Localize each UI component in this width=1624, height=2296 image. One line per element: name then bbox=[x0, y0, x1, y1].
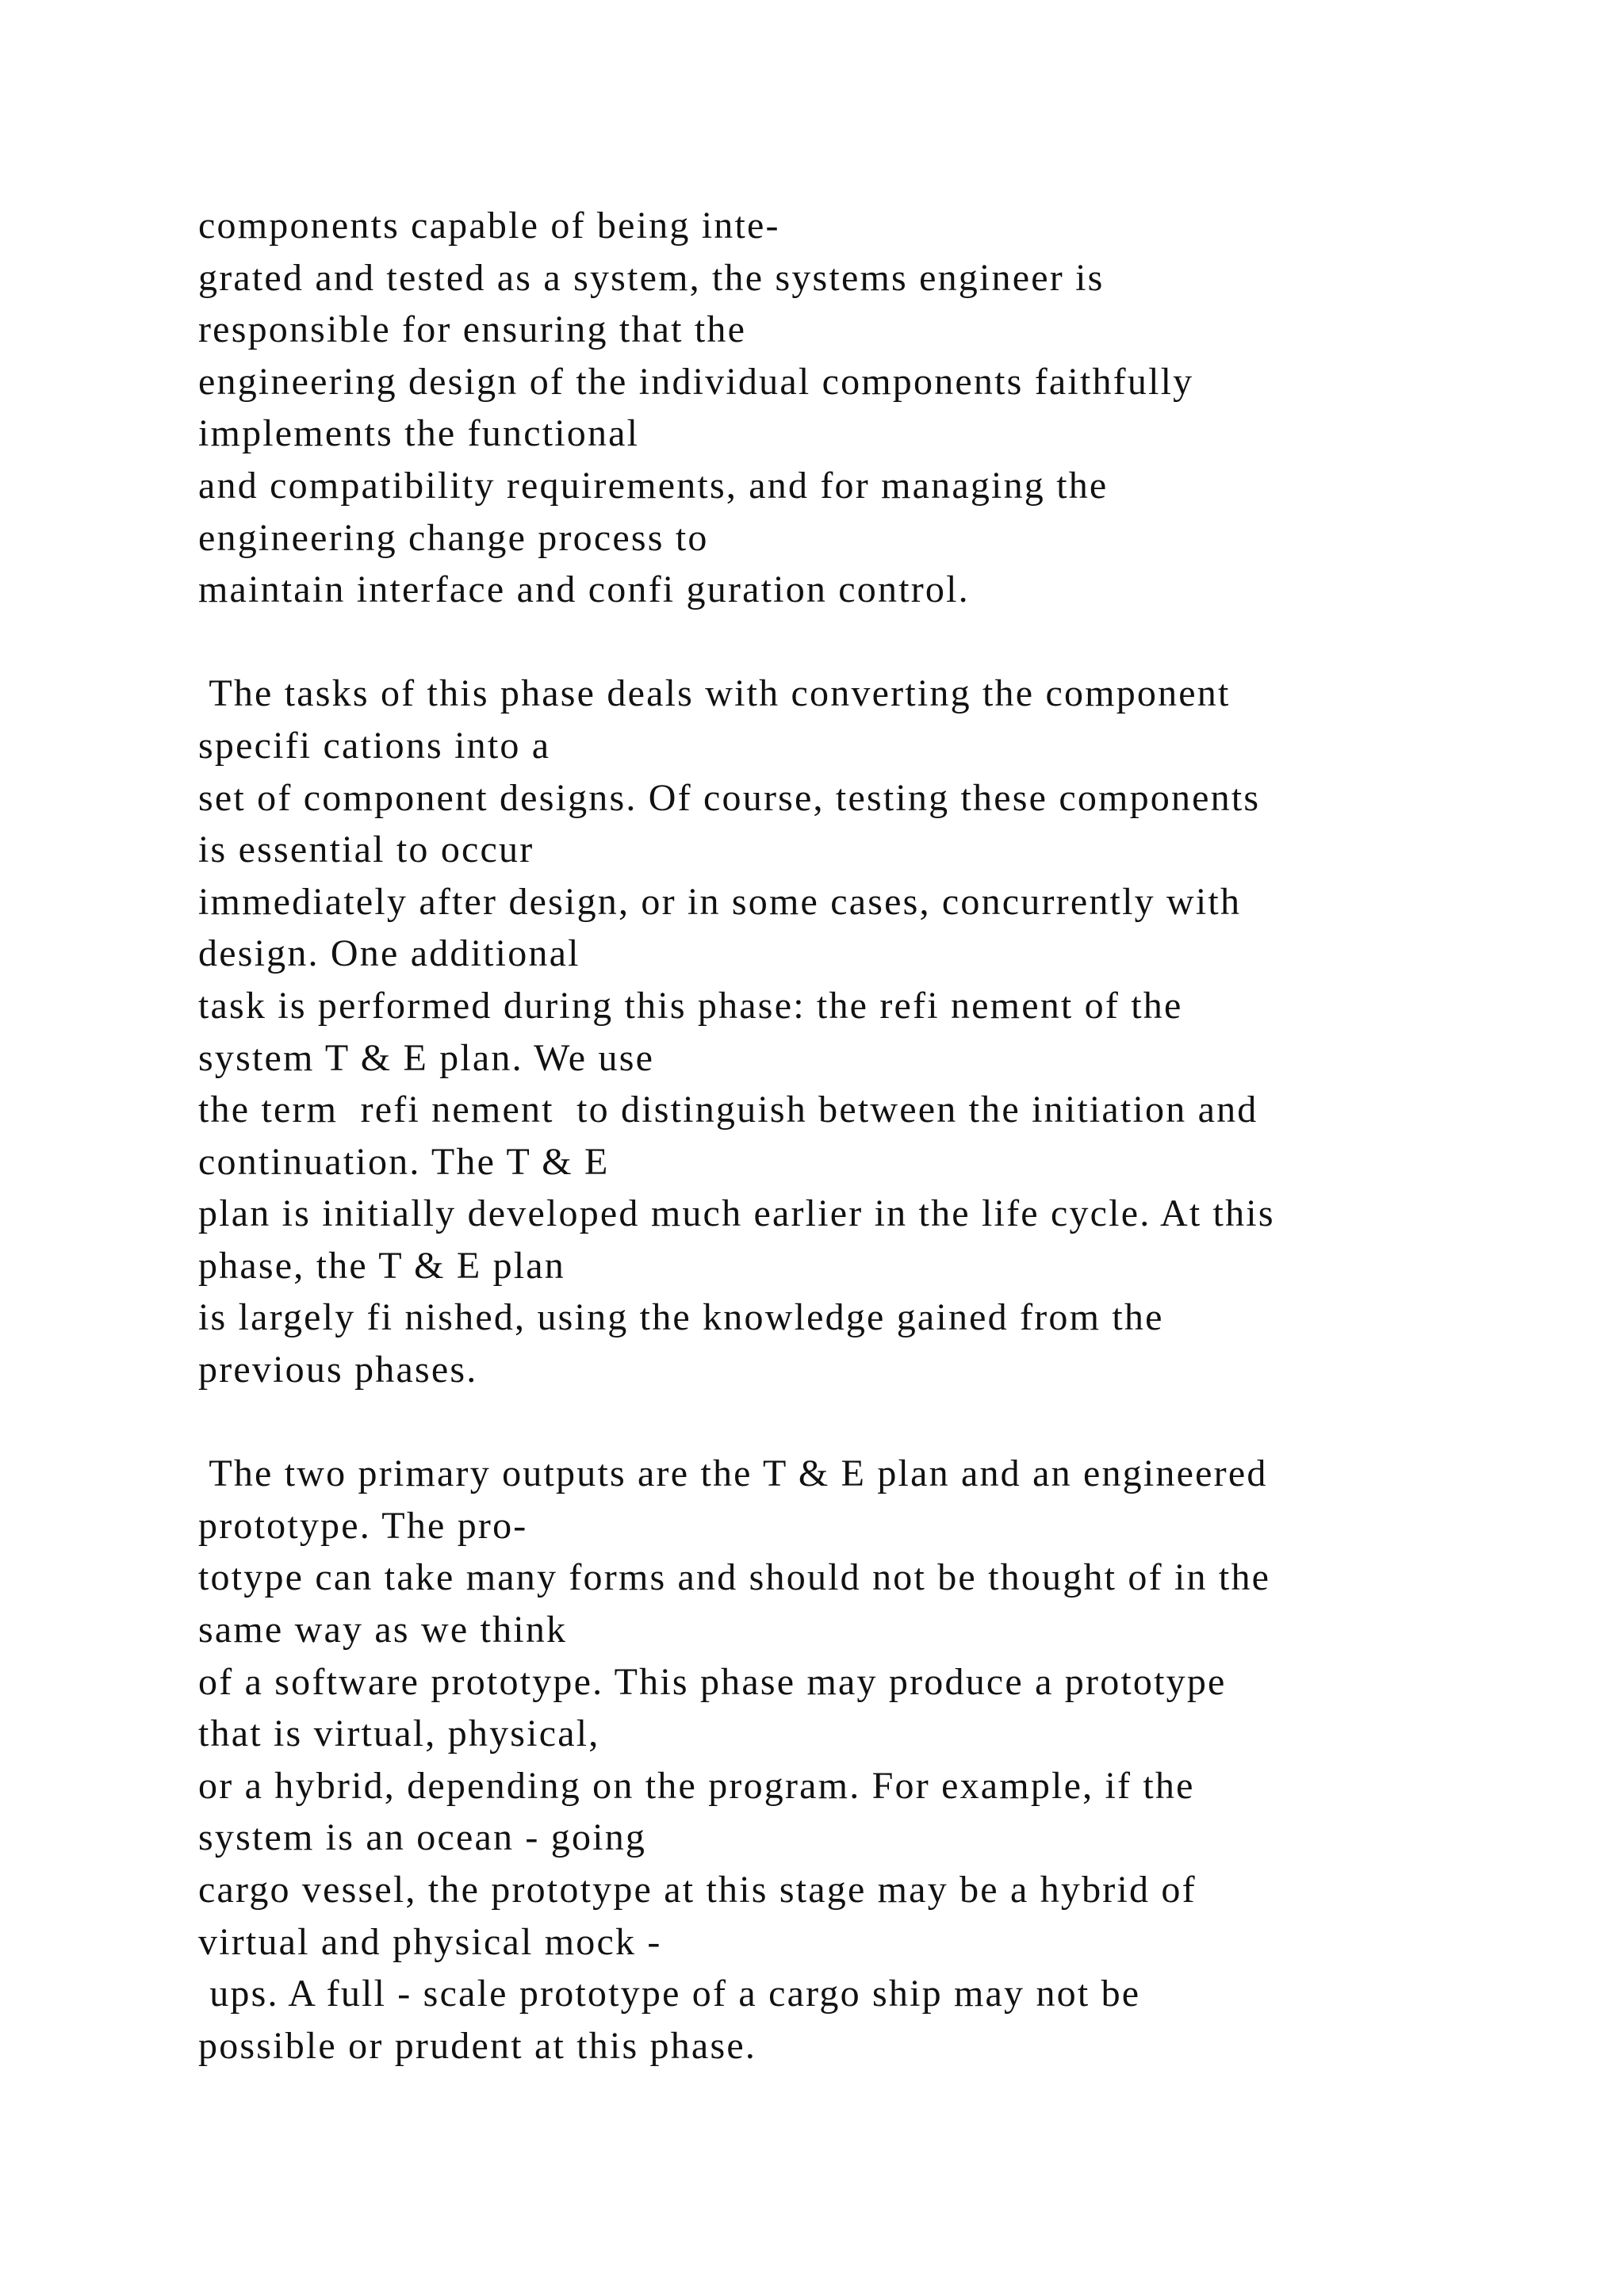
text-line: grated and tested as a system, the systems engineer is bbox=[198, 256, 1105, 299]
text-line: the term refi nement to distinguish between the initiation and bbox=[198, 1089, 1258, 1131]
text-line: totype can take many forms and should not be thought of in the bbox=[198, 1556, 1271, 1599]
text-line: task is performed during this phase: the refi nement of the bbox=[198, 984, 1183, 1027]
paragraph-2 bbox=[198, 668, 1594, 1395]
paragraph-1 bbox=[198, 200, 1594, 616]
text-line: plan is initially developed much earlier in the life cycle. At this bbox=[198, 1192, 1275, 1235]
text-line: possible or prudent at this phase. bbox=[198, 2024, 757, 2067]
text-line: is largely fi nished, using the knowledge gained from the bbox=[198, 1296, 1164, 1339]
text-line: The two primary outputs are the T & E plan and an engineered bbox=[198, 1452, 1268, 1495]
text-line: previous phases. bbox=[198, 1349, 478, 1391]
text-line: maintain interface and confi guration control. bbox=[198, 568, 970, 611]
text-line: and compatibility requirements, and for managing the bbox=[198, 464, 1109, 507]
text-line: responsible for ensuring that the bbox=[198, 308, 747, 351]
paragraph-spacer bbox=[198, 1396, 1594, 1448]
text-line: same way as we think bbox=[198, 1609, 568, 1651]
paragraph-spacer bbox=[198, 616, 1594, 668]
text-line: that is virtual, physical, bbox=[198, 1712, 600, 1755]
text-line: ups. A full - scale prototype of a cargo ship may not be bbox=[198, 1973, 1141, 2015]
paragraph-3 bbox=[198, 1448, 1594, 2072]
text-line: prototype. The pro- bbox=[198, 1504, 528, 1547]
text-line: specifi cations into a bbox=[198, 724, 551, 767]
text-line: of a software prototype. This phase may produce a prototype bbox=[198, 1660, 1227, 1703]
text-line: cargo vessel, the prototype at this stage may be a hybrid of bbox=[198, 1869, 1197, 1911]
text-line: design. One additional bbox=[198, 932, 580, 975]
text-line: immediately after design, or in some cases, concurrently with bbox=[198, 880, 1242, 923]
text-line: set of component designs. Of course, testing these components bbox=[198, 776, 1261, 819]
text-line: The tasks of this phase deals with converting the component bbox=[198, 672, 1231, 715]
text-line: virtual and physical mock - bbox=[198, 1920, 662, 1963]
text-line: implements the functional bbox=[198, 412, 640, 455]
text-line: system is an ocean - going bbox=[198, 1816, 647, 1859]
text-line: is essential to occur bbox=[198, 828, 534, 871]
body-text bbox=[198, 200, 1594, 2072]
text-line: or a hybrid, depending on the program. For example, if the bbox=[198, 1764, 1195, 1807]
text-line: continuation. The T & E bbox=[198, 1140, 610, 1183]
text-line: engineering design of the individual components faithfully bbox=[198, 360, 1194, 403]
text-line: components capable of being inte- bbox=[198, 205, 780, 247]
text-line: system T & E plan. We use bbox=[198, 1036, 655, 1079]
text-line: engineering change process to bbox=[198, 516, 709, 559]
text-line: phase, the T & E plan bbox=[198, 1244, 566, 1287]
